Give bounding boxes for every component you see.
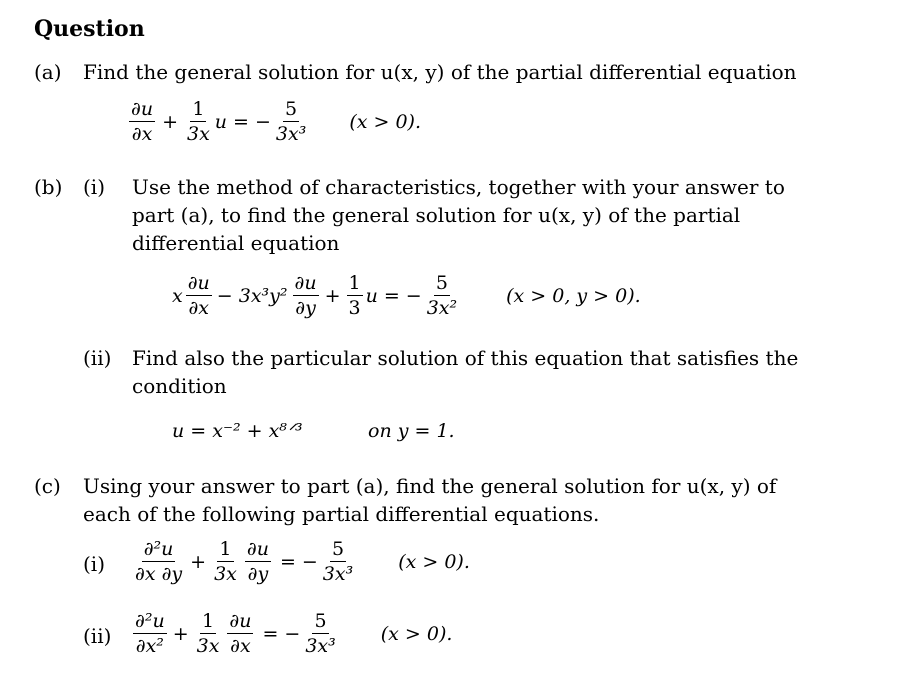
equals-sign: =	[279, 550, 296, 573]
numerator: 1	[219, 538, 232, 560]
part-b-ii-line-2: condition	[132, 374, 227, 398]
denominator: ∂x²	[135, 635, 164, 657]
minus-sign: −	[284, 622, 301, 645]
numerator: ∂u	[131, 98, 154, 120]
denominator: 3x²	[426, 297, 458, 319]
numerator: 1	[201, 610, 215, 632]
numerator: ∂u	[294, 272, 317, 294]
frac-rhs	[425, 272, 459, 319]
denominator: 3x	[196, 635, 220, 657]
frac-du-dx	[186, 272, 212, 319]
numerator: 5	[331, 538, 345, 560]
middle-term: − 3x³y²	[216, 284, 288, 307]
part-b-ii-on-clause: on y = 1.	[368, 420, 455, 442]
frac-du-dy	[293, 272, 319, 319]
numerator: 1	[192, 98, 205, 120]
denominator: ∂x	[188, 297, 210, 319]
frac-coef	[185, 98, 212, 145]
part-a-label: (a)	[34, 60, 62, 84]
condition: (x > 0).	[380, 622, 453, 645]
minus-sign: −	[254, 110, 271, 133]
plus-sign: +	[162, 110, 178, 133]
numerator: ∂²u	[135, 610, 165, 632]
part-c-ii-label: (ii)	[83, 624, 112, 648]
frac-coef	[347, 272, 363, 319]
plus-sign: +	[324, 284, 341, 307]
part-b-i-line-2: part (a), to find the general solution for u(x, y) of the partial	[132, 203, 741, 227]
denominator: ∂x ∂y	[135, 563, 183, 585]
numerator: ∂u	[229, 610, 252, 632]
frac-d2u-dx2	[133, 610, 167, 657]
equals-sign: =	[262, 622, 279, 645]
numerator: ∂²u	[143, 538, 174, 560]
equals-sign: =	[233, 110, 249, 133]
frac-du-dx	[129, 98, 155, 145]
frac-du-dy	[245, 538, 271, 585]
condition: (x > 0).	[398, 550, 470, 573]
numerator: 5	[435, 272, 448, 294]
denominator: 3x³	[322, 563, 354, 585]
denominator: ∂x	[230, 635, 251, 657]
minus-sign: −	[405, 284, 422, 307]
equals-sign: =	[383, 284, 400, 307]
part-c-i-label: (i)	[83, 552, 106, 576]
denominator: 3x	[186, 123, 210, 145]
denominator: 3	[348, 297, 361, 319]
numerator: 5	[314, 610, 327, 632]
part-b-ii-condition-equation: u = x⁻² + x⁸ᐟ³	[172, 420, 303, 442]
numerator: ∂u	[187, 272, 210, 294]
frac-du-dx	[227, 610, 253, 657]
part-b-i-line-1: Use the method of characteristics, together with your answer to	[132, 175, 785, 199]
denominator: ∂y	[295, 297, 316, 319]
variable-u: u	[365, 284, 378, 307]
frac-rhs	[321, 538, 355, 585]
part-a-equation	[126, 98, 421, 145]
frac-coef	[195, 610, 222, 657]
condition: (x > 0).	[349, 110, 421, 133]
part-b-ii-label: (ii)	[83, 346, 112, 370]
minus-sign: −	[301, 550, 318, 573]
numerator: 1	[348, 272, 361, 294]
denominator: ∂y	[247, 563, 269, 585]
coefficient-x: x	[172, 284, 183, 307]
part-c-i-equation	[130, 538, 470, 585]
part-c-line-2: each of the following partial differential equations.	[83, 502, 600, 526]
numerator: ∂u	[246, 538, 269, 560]
condition: (x > 0, y > 0).	[506, 284, 641, 307]
denominator: 3x³	[305, 635, 336, 657]
part-b-i-label: (i)	[83, 175, 106, 199]
question-heading: Question	[34, 16, 145, 42]
variable-u: u	[214, 110, 228, 133]
part-c-label: (c)	[34, 474, 61, 498]
part-c-ii-equation	[130, 610, 452, 657]
part-b-label: (b)	[34, 175, 63, 199]
frac-rhs	[303, 610, 337, 657]
part-a-text: Find the general solution for u(x, y) of the partial differential equation	[83, 60, 797, 84]
numerator: 5	[285, 98, 298, 120]
part-b-ii-line-1: Find also the particular solution of this equation that satisfies the	[132, 346, 799, 370]
frac-d2u-dxdy	[133, 538, 184, 585]
frac-rhs	[274, 98, 308, 145]
plus-sign: +	[190, 550, 207, 573]
plus-sign: +	[172, 622, 189, 645]
part-b-i-equation	[172, 272, 641, 319]
denominator: ∂x	[131, 123, 153, 145]
denominator: 3x³	[275, 123, 307, 145]
part-c-line-1: Using your answer to part (a), find the general solution for u(x, y) of	[83, 474, 777, 498]
frac-coef	[212, 538, 239, 585]
part-b-i-line-3: differential equation	[132, 231, 340, 255]
denominator: 3x	[214, 563, 237, 585]
